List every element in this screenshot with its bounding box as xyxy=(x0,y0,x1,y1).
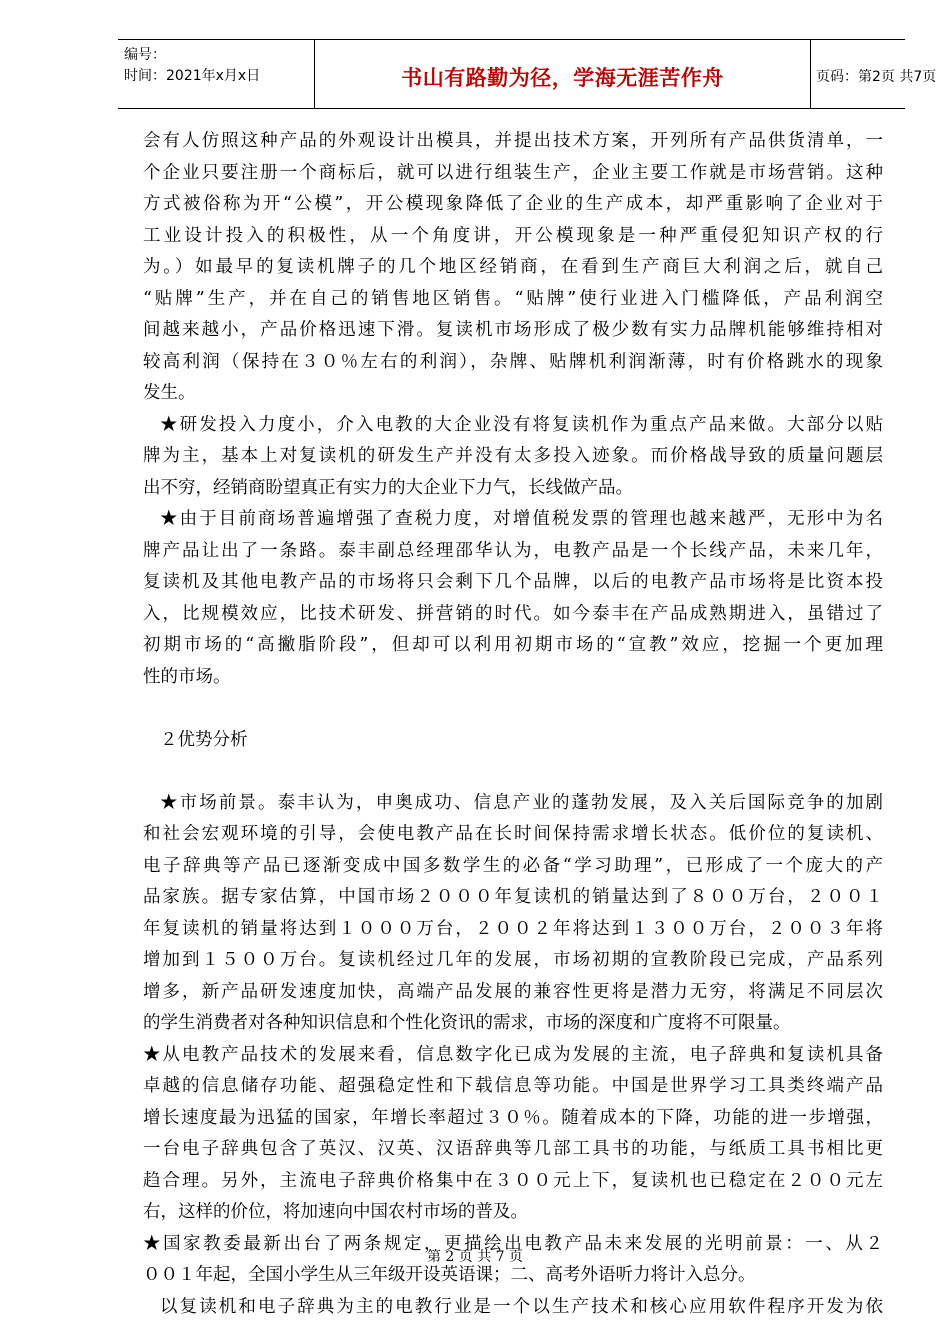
blank-line xyxy=(143,756,883,788)
text-line: 牌为主，基本上对复读机的研发生产并没有太多投入迹象。而价格战导致的质量问题层 xyxy=(143,446,883,466)
text-line: 较高利润（保持在３０％左右的利润），杂牌、贴牌机利润渐薄，时有价格跳水的现象 xyxy=(143,351,883,372)
text-line: ★由于目前商场普遍增强了查税力度，对增值税发票的管理也越来越严，无形中为名 xyxy=(160,509,883,529)
page-footer: 第 2 页 共 7 页 xyxy=(426,1249,524,1265)
section-title: ２优势分析 xyxy=(160,729,248,750)
text-line: 增多，新产品研发速度加快，高端产品发展的兼容性更将是潜力无穷，将满足不同层次 xyxy=(143,981,883,1002)
text-line: 卓越的信息储存功能、超强稳定性和下载信息等功能。中国是世界学习工具类终端产品 xyxy=(143,1076,883,1096)
text-line: 个企业只要注册一个商标后，就可以进行组装生产，企业主要工作就是市场营销。这种 xyxy=(143,162,883,183)
document-number-label: 编号： xyxy=(124,47,166,63)
document-time-label: 时间：2021年x月x日 xyxy=(124,68,261,84)
text-line: ★市场前景。泰丰认为，申奥成功、信息产业的蓬勃发展，及入关后国际竞争的加剧 xyxy=(160,792,883,813)
header-motto: 书山有路勤为径，学海无涯苦作舟 xyxy=(401,66,724,90)
text-line: 增加到１５００万台。复读机经过几年的发展，市场初期的宣教阶段已完成，产品系列 xyxy=(143,950,883,970)
text-line: 为。）如最早的复读机牌子的几个地区经销商，在看到生产商巨大利润之后，就自己 xyxy=(143,257,883,277)
text-line: 电子辞典等产品已逐渐变成中国多数学生的必备“学习助理”，已形成了一个庞大的产 xyxy=(143,855,883,876)
text-line: 出不穷，经销商盼望真正有实力的大企业下力气，长线做产品。 xyxy=(143,477,633,498)
text-line: ００１年起，全国小学生从三年级开设英语课；二、高考外语听力将计入总分。 xyxy=(143,1265,756,1285)
paragraph-4 xyxy=(143,788,883,1040)
text-line: 复读机及其他电教产品的市场将只会剩下几个品牌，以后的电教产品市场将是比资本投 xyxy=(143,572,883,592)
text-line: 趋合理。另外，主流电子辞典价格集中在３００元上下，复读机也已稳定在２００元左 xyxy=(143,1170,883,1191)
text-line: 会有人仿照这种产品的外观设计出模具，并提出技术方案，开列所有产品供货清单，一 xyxy=(143,131,883,151)
blank-line xyxy=(143,693,883,725)
text-line: ★从电教产品技术的发展来看，信息数字化已成为发展的主流，电子辞典和复读机具备 xyxy=(143,1044,883,1065)
paragraph-7 xyxy=(143,1292,883,1324)
text-line: 右，这样的价位，将加速向中国农村市场的普及。 xyxy=(143,1202,528,1222)
text-line: 年复读机的销量将达到１０００万台，２００２年将达到１３００万台，２００３年将 xyxy=(143,918,883,939)
text-line: “贴牌”生产，并在自己的销售地区销售。“贴牌”使行业进入门槛降低，产品利润空 xyxy=(143,288,883,309)
header-page-cell xyxy=(810,40,937,108)
text-line: 初期市场的“高撇脂阶段”，但却可以利用初期市场的“宣教”效应，挖掘一个更加理 xyxy=(143,635,883,655)
text-line: 间越来越小，产品价格迅速下滑。复读机市场形成了极少数有实力品牌机能够维持相对 xyxy=(143,320,883,340)
text-line: 和社会宏观环境的引导，会使电教产品在长时间保持需求增长状态。低价位的复读机、 xyxy=(143,824,883,844)
text-line: ★研发投入力度小，介入电教的大企业没有将复读机作为重点产品来做。大部分以贴 xyxy=(160,414,883,435)
paragraph-5 xyxy=(143,1040,883,1229)
text-line: 方式被俗称为开“公模”，开公模现象降低了企业的生产成本，却严重影响了企业对于 xyxy=(143,194,883,214)
document-body xyxy=(143,126,883,1323)
header-meta xyxy=(118,40,314,108)
paragraph-2 xyxy=(143,410,883,505)
text-line: 以复读机和电子辞典为主的电教行业是一个以生产技术和核心应用软件程序开发为依 xyxy=(160,1296,883,1317)
page-header xyxy=(118,39,937,109)
text-line: ★国家教委最新出台了两条规定，更描绘出电教产品未来发展的光明前景：一、从２ xyxy=(143,1233,883,1254)
text-line: 工业设计投入的积极性，从一个角度讲，开公模现象是一种严重侵犯知识产权的行 xyxy=(143,225,883,246)
text-line: 增长速度最为迅猛的国家，年增长率超过３０％。随着成本的下降，功能的进一步增强， xyxy=(143,1107,883,1128)
header-motto-cell xyxy=(314,40,811,108)
text-line: 入，比规模效应，比技术研发、拼营销的时代。如今泰丰在产品成熟期进入，虽错过了 xyxy=(143,603,883,624)
header-page-code: 页码：第2页 共7页 xyxy=(816,69,937,85)
text-line: 牌产品让出了一条路。泰丰副总经理邵华认为，电教产品是一个长线产品，未来几年， xyxy=(143,540,883,561)
text-line: 的学生消费者对各种知识信息和个性化资讯的需求，市场的深度和广度将不可限量。 xyxy=(143,1013,791,1033)
text-line: 发生。 xyxy=(143,383,196,403)
paragraph-3 xyxy=(143,504,883,693)
text-line: 一台电子辞典包含了英汉、汉英、汉语辞典等几部工具书的功能，与纸质工具书相比更 xyxy=(143,1139,883,1159)
paragraph-1 xyxy=(143,126,883,410)
text-line: 品家族。据专家估算，中国市场２０００年复读机的销量达到了８００万台，２００１ xyxy=(143,887,883,907)
text-line: 性的市场。 xyxy=(143,666,231,687)
